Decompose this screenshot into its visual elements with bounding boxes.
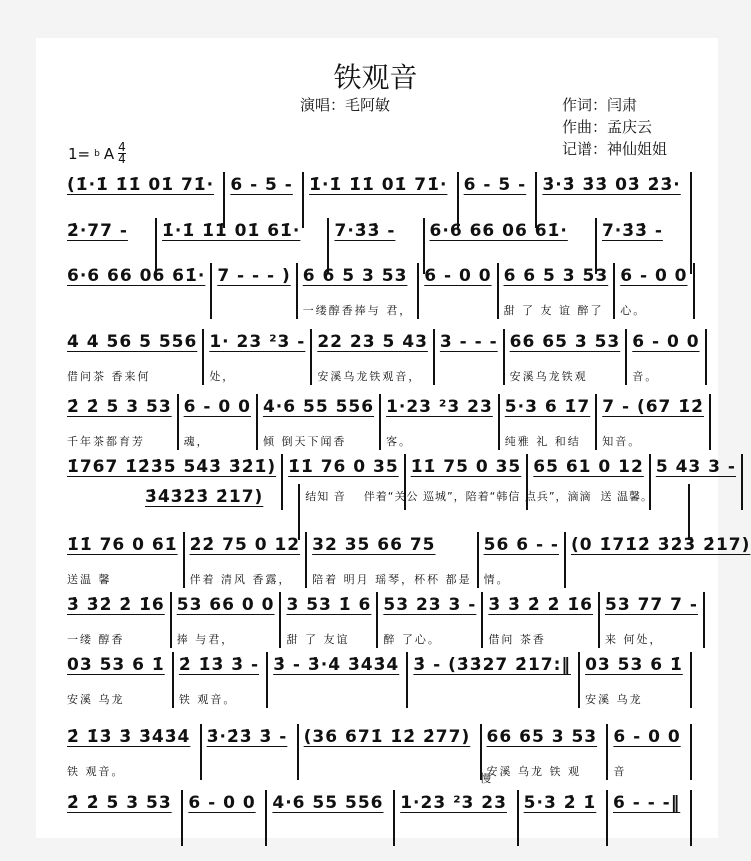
lyric-text xyxy=(613,830,685,846)
measure xyxy=(62,592,172,648)
measure-notes: 7·3̇3̇ - xyxy=(334,221,396,241)
measure-notes: 03 53 6 1̇ xyxy=(585,655,683,675)
measure-notes: 1̇·1̇ 1̇1̇ 01̇ 71̇· xyxy=(309,175,448,195)
measure xyxy=(185,532,308,588)
measure-notes: 6 - 0 0 xyxy=(183,397,251,417)
lyric-text: 一缕醇香捧与 君， xyxy=(302,304,413,317)
measure-notes: 6 - 0 0 xyxy=(620,266,688,286)
measure xyxy=(312,329,435,385)
measure-notes: 66 65 3 53 xyxy=(509,332,621,352)
lyric-text xyxy=(217,303,290,319)
measure xyxy=(268,652,408,708)
lyric-text: 醉 了心。 xyxy=(383,633,441,646)
lyricist-credit: 作词：闫肃 xyxy=(562,96,638,114)
lyric-text xyxy=(207,764,292,780)
measure-notes: 2̇ 2̇ 5 3 53 xyxy=(67,397,172,417)
lyric-text: 情。 xyxy=(483,573,510,586)
measure-notes: 03 53 6 1̇ xyxy=(67,655,165,675)
measure xyxy=(597,394,711,450)
measure-notes: 2̇ 1̇3̇ 3̇ 3̇4̇3̇4̇ xyxy=(67,727,191,747)
lyric-text: 心。 xyxy=(620,304,647,317)
measure xyxy=(499,263,616,319)
measure xyxy=(483,592,600,648)
measure-notes: 53 23 3 - xyxy=(383,595,477,615)
measure xyxy=(608,790,692,846)
measure-notes: (1̇·1̇ 1̇1̇ 01̇ 71̇· xyxy=(67,175,215,195)
measure xyxy=(62,724,202,780)
measure-notes: 3̇4̇3̇2̇3̇ 2̇17) xyxy=(145,487,264,507)
measure xyxy=(183,790,267,846)
measure-notes: 1̇1̇ 75 0 35 xyxy=(410,457,522,477)
measure-notes: 3̇ 3̇2̇ 2̇ 1̇6 xyxy=(67,595,165,615)
measure xyxy=(281,592,378,648)
measure xyxy=(566,532,751,588)
measure xyxy=(615,263,694,319)
measure-notes: 6 - 0 0 xyxy=(188,793,256,813)
measure-notes: 2̇·77 - xyxy=(67,221,128,241)
lyric-text: 铁 观音。 xyxy=(67,765,125,778)
lyric-text: 安溪 乌龙 xyxy=(585,693,643,706)
staff-row xyxy=(62,329,700,385)
measure xyxy=(479,532,566,588)
lyric-text: 伴着 清风 香露， xyxy=(189,573,292,586)
lyric-text: 送温 馨 xyxy=(67,573,112,586)
measure-notes: 3̇ - (3̇3̇27 2̇17:‖ xyxy=(413,655,571,675)
song-title: 铁观音 xyxy=(333,61,418,94)
lyric-text: 千年茶都育芳 xyxy=(67,435,145,448)
lyric-text xyxy=(67,303,205,319)
measure-notes: 6 - 5 - xyxy=(230,175,293,195)
measure xyxy=(172,592,282,648)
measure xyxy=(202,724,299,780)
tempo-mark: 慢 xyxy=(480,772,491,785)
measure xyxy=(212,263,297,319)
measure-notes: 65 61 0 12 xyxy=(533,457,644,477)
lyric-text: 处， xyxy=(209,370,236,383)
measure xyxy=(627,329,706,385)
lyric-text: 陪着 明月 瑶琴，杯杯 都是 xyxy=(312,573,472,586)
measure xyxy=(580,652,692,708)
staff-row xyxy=(62,592,698,648)
lyric-text: 音 xyxy=(613,765,627,778)
lyric-text: 借问 茶香 xyxy=(488,633,546,646)
measure-notes: 66 65 3 53 xyxy=(486,727,598,747)
lyric-text: 捧 与君， xyxy=(176,633,235,646)
lyric-text xyxy=(67,830,176,846)
measure-notes: 1̇1̇ 76 0 61̇ xyxy=(67,535,178,555)
measure-notes: (0 1̇71̇2̇ 3̇2̇3̇ 2̇17) xyxy=(570,535,751,555)
lyric-text xyxy=(400,830,511,846)
measure-notes: 结知 音 伴着“关公 巡城”，陪着“韩信 点兵”，滴滴 送 温馨。 xyxy=(305,490,654,503)
lyric-text: 借问茶 香来何 xyxy=(67,370,151,383)
lyric-text: 甜 了 友 谊 醉了 xyxy=(503,304,604,317)
lyric-text xyxy=(424,303,491,319)
time-signature xyxy=(118,142,126,165)
time-bottom: 4 xyxy=(118,152,126,166)
lyric-text: 纯雅 礼 和结 xyxy=(504,435,581,448)
flat-sign: b xyxy=(94,148,100,159)
measure-notes: 22 23 5 43 xyxy=(317,332,428,352)
lyric-text: 一缕 醇香 xyxy=(67,633,125,646)
measure xyxy=(395,790,518,846)
measure-notes: 7·3̇3̇ - xyxy=(601,221,663,241)
measure xyxy=(408,652,580,708)
staff-row xyxy=(62,790,692,846)
measure xyxy=(307,532,479,588)
lyric-text: 安溪乌龙铁观音， xyxy=(317,370,422,383)
composer-credit: 作曲：孟庆云 xyxy=(562,118,653,136)
measure xyxy=(378,592,483,648)
measure-notes: 4·6 55 556 xyxy=(272,793,384,813)
measure xyxy=(608,724,692,780)
measure-notes: 3̇·3̇ 3̇3̇ 03̇ 2̇3̇· xyxy=(542,175,681,195)
staff-row xyxy=(62,263,692,319)
measure-notes: 3̇ 3̇ 2̇ 2̇ 1̇6 xyxy=(488,595,593,615)
measure xyxy=(505,329,628,385)
key-note: A xyxy=(103,144,115,163)
credits xyxy=(562,94,667,160)
measure-notes: 3 - - - xyxy=(439,332,498,352)
measure-notes: 7 - (67 1̇2̇ xyxy=(602,397,704,417)
measure-notes: 6 - 0 0 xyxy=(424,266,492,286)
measure xyxy=(62,329,204,385)
lyric-text: 客。 xyxy=(386,435,413,448)
staff-row xyxy=(62,652,692,708)
lyric-text: 安溪 乌龙 xyxy=(67,693,125,706)
measure xyxy=(204,329,312,385)
measure xyxy=(62,532,185,588)
measure xyxy=(174,652,268,708)
lyric-text: 安溪乌龙铁观 xyxy=(509,370,588,383)
measure-notes: 2̇ 2̇ 5 3 53 xyxy=(67,793,172,813)
measure-notes: (36 671̇ 1̇2̇ 2̇77) xyxy=(303,727,471,747)
key-prefix: 1= xyxy=(68,144,91,163)
lyric-text: 音。 xyxy=(632,370,659,383)
key-signature xyxy=(68,142,126,165)
measure-notes: 7 - - - ) xyxy=(217,266,291,286)
lyric-text: 安溪 乌龙 铁 观 xyxy=(486,765,582,778)
lyric-text xyxy=(272,830,388,846)
measure xyxy=(519,790,608,846)
measure-notes: 3̇·2̇3̇ 3̇ - xyxy=(206,727,288,747)
measure xyxy=(381,394,500,450)
singer-credit: 演唱：毛阿敏 xyxy=(300,96,391,114)
measure-notes: 6 6 5 3 53 xyxy=(302,266,408,286)
lyric-text xyxy=(188,830,260,846)
transcriber-credit: 记谱：神仙姐姐 xyxy=(562,140,668,158)
staff-row xyxy=(62,394,704,450)
measure-notes: 3 53 1̇ 6 xyxy=(286,595,372,615)
measure-notes: 53 77 7 - xyxy=(605,595,698,615)
measure xyxy=(62,394,179,450)
measure xyxy=(258,394,381,450)
measure-notes: 6 - - -‖ xyxy=(612,793,681,813)
lyric-text: 甜 了 友谊 xyxy=(286,633,350,646)
measure-notes: 3̇ - 3̇·4̇ 3̇4̇3̇4̇ xyxy=(273,655,400,675)
staff-row xyxy=(62,532,751,588)
lyric-text xyxy=(440,369,498,385)
lyric-text: 倾 倒天下闻香 xyxy=(262,435,347,448)
measure xyxy=(179,394,258,450)
measure-notes: 32 35 66 75 xyxy=(312,535,436,555)
measure-notes: 53 66 0 0 xyxy=(176,595,275,615)
measure-notes: 6 - 0 0 xyxy=(613,727,681,747)
lyric-text xyxy=(413,692,573,708)
measure xyxy=(62,790,183,846)
lyric-text xyxy=(524,830,601,846)
lyric-text xyxy=(571,572,750,588)
measure-notes: 1̇767 1̇2̇3̇5 54̇3̇ 3̇2̇1̇) xyxy=(67,457,277,477)
measure-notes: 5 43 3 - xyxy=(655,457,736,477)
measure xyxy=(435,329,505,385)
measure-notes: 1̇·1̇ 1̇1̇ 01̇ 61̇· xyxy=(162,221,301,241)
measure-notes: 2̇2̇ 75 0 12 xyxy=(189,535,301,555)
measure xyxy=(299,724,482,780)
lyric-text: 魂， xyxy=(183,435,210,448)
staff-row xyxy=(62,724,692,780)
measure-notes: 5·3 6 1̇7 xyxy=(504,397,591,417)
lyric-text xyxy=(304,764,475,780)
measure xyxy=(267,790,395,846)
measure-notes: 1·23 ²3 23 xyxy=(386,397,493,417)
measure xyxy=(600,592,705,648)
measure xyxy=(482,724,609,780)
measure-notes: 4·6 55 556 xyxy=(262,397,375,417)
lyric-text xyxy=(273,692,401,708)
measure-notes: 1·23 ²3 23 xyxy=(400,793,507,813)
measure-notes: 6 6 5 3 53 xyxy=(503,266,609,286)
measure-notes: 2̇ 1̇3̇ 3̇ - xyxy=(178,655,260,675)
measure-notes: 56 6 - - xyxy=(483,535,559,555)
measure-notes: 6 - 0 0 xyxy=(632,332,700,352)
measure xyxy=(298,263,420,319)
measure-notes: 6·6 66 06 61̇· xyxy=(67,266,206,286)
measure-notes: 1· 23 ²3 - xyxy=(209,332,306,352)
lyric-text: 铁 观音。 xyxy=(178,693,237,706)
measure xyxy=(62,652,174,708)
measure xyxy=(500,394,597,450)
time-top: 4 xyxy=(118,140,126,154)
measure-notes: 4 4 56 5 556 xyxy=(67,332,198,352)
lyric-text: 知音。 xyxy=(602,435,642,448)
measure xyxy=(419,263,498,319)
measure xyxy=(62,263,212,319)
measure-notes: 1̇1̇ 76 0 35 xyxy=(288,457,399,477)
lyric-text: 来 何处， xyxy=(605,633,663,646)
measure-notes: 6 - 5 - xyxy=(463,175,527,195)
measure-notes: 6·6 66 06 61̇· xyxy=(429,221,568,241)
measure-notes: 5·3 2̇ 1̇ xyxy=(523,793,597,813)
